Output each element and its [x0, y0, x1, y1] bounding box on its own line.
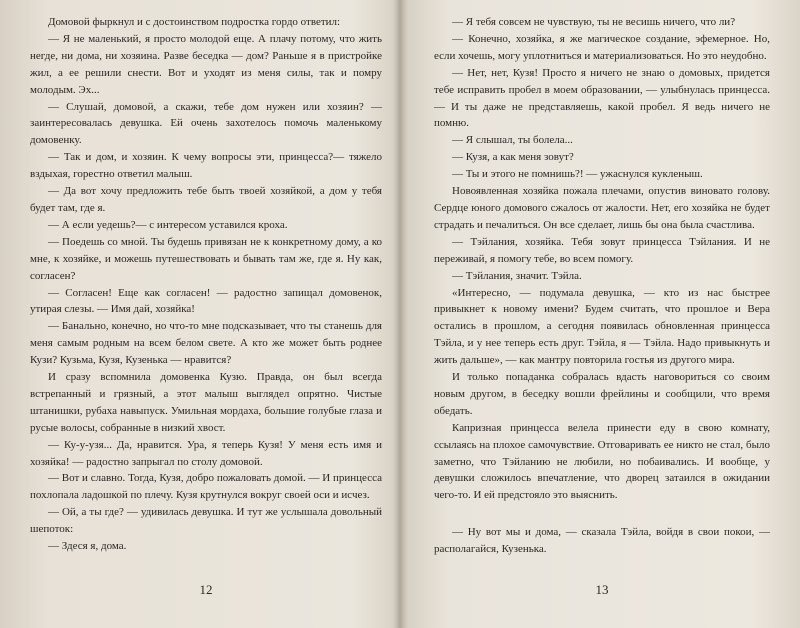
paragraph: — Конечно, хозяйка, я же магическое создание, эфемерное. Но, если хочешь, могу уплотниться и материализоваться. Но это неудобно.: [434, 32, 770, 62]
paragraph: — Так и дом, и хозяин. К чему вопросы эти, принцесса?— тяжело вздыхая, горестно ответил малыш.: [30, 151, 382, 181]
paragraph: — Кузя, а как меня зовут?: [452, 151, 574, 164]
paragraph: — Ты и этого не помнишь?! — ужаснулся кукленыш.: [452, 168, 703, 181]
paragraph: — Вот и славно. Тогда, Кузя, добро пожаловать домой. — И принцесса похлопала ладошкой по плечу. Кузя крутнулся вокруг своей оси и исчез.: [30, 472, 382, 502]
paragraph: «Интересно, — подумала девушка, — кто из нас быстрее привыкнет к новому имени? Будем считать, что прошлое и Вера остались в прошлом, а сегодня появилась обновленная принцесса Тэйла, и у нее теперь есть друг. Тэйла, я — Тэйла. Надо привыкнуть и жить дальше», — как мантру повторила гостья из другого мира.: [434, 286, 770, 367]
paragraph: Капризная принцесса велела принести еду в свою комнату, ссылаясь на плохое самочувствие. Отговаривать ее никто не стал, было заметно, что Тэйланию не любили, но побаивались. И вообще, у девушки сложилось впечатление, что дворец затаился в ожидании чего-то. И ей предстояло это выяснить.: [434, 421, 770, 502]
paragraph: — Ой, а ты где? — удивилась девушка. И тут же услышала довольный шепоток:: [30, 506, 382, 536]
paragraph: — Здеся я, дома.: [48, 540, 127, 553]
paragraph: — Банально, конечно, но что-то мне подсказывает, что ты станешь для меня самым родным на всем белом свете. А кто же может быть роднее Кузи? Кузьма, Кузя, Кузенька — нравится?: [30, 320, 382, 367]
paragraph: — Ну вот мы и дома, — сказала Тэйла, войдя в свои покои, — располагайся, Кузенька.: [434, 526, 770, 556]
paragraph: — Поедешь со мной. Ты будешь привязан не к конкретному дому, а ко мне, к хозяйке, и можешь путешествовать и бывать там же, где я. Ну как, согласен?: [30, 235, 382, 282]
paragraph: И только попаданка собралась вдасть наговориться со своим новым другом, в беседку вошли фрейлины и сообщили, что время обедать.: [434, 371, 770, 417]
paragraph: — Ку-у-узя... Да, нравится. Ура, я теперь Кузя! У меня есть имя и хозяйка! — радостно запрыгал по столу домовой.: [30, 438, 382, 468]
paragraph: — Слушай, домовой, а скажи, тебе дом нужен или хозяин? — заинтересовалась девушка. Ей очень захотелось помочь маленькому домовенку.: [30, 100, 382, 147]
paragraph: — А если уедешь?— с интересом уставился кроха.: [48, 218, 288, 231]
paragraph: — Тэйлания, значит. Тэйла.: [452, 269, 582, 282]
left-page: [0, 0, 396, 628]
page-number: 12: [199, 582, 213, 597]
paragraph: — Тэйлания, хозяйка. Тебя зовут принцесса Тэйлания. И не переживай, я помогу тебе, во всем помогу.: [434, 235, 770, 265]
paragraph: — Я слышал, ты болела...: [452, 134, 573, 147]
paragraph: — Согласен! Еще как согласен! — радостно запищал домовенок, утирая слезы. — Имя дай, хозяйка!: [30, 286, 382, 316]
paragraph: — Нет, нет, Кузя! Просто я ничего не знаю о домовых, придется тебе исправить пробел в моем образовании, — улыбнулась принцесса. — И ты даже не представляешь, какой пробел. Я ведь ничего не помню.: [434, 66, 770, 130]
paragraph: — Да вот хочу предложить тебе быть твоей хозяйкой, а дом у тебя будет там, где я.: [30, 185, 382, 214]
right-page: [404, 0, 800, 628]
paragraph: — Я тебя совсем не чувствую, ты не весишь ничего, что ли?: [452, 16, 736, 28]
right-page-text: [434, 14, 770, 558]
paragraph: Новоявленная хозяйка пожала плечами, опустив виновато голову. Сердце юного домового сжалось от жалости. Нет, его хозяйка не будет страдать и печалиться. Он все сделает, лишь бы она была счастлива.: [434, 185, 770, 231]
left-page-text: [30, 14, 382, 555]
page-number: 13: [595, 582, 609, 597]
paragraph: И сразу вспомнила домовенка Кузю. Правда, он был всегда встрепанный и грязный, а этот малыш выглядел опрятно. Чистые штанишки, рубаха навыпуск. Умильная мордаха, большие голубые глаза и русые волосы, собранные в низкий хвост.: [30, 371, 382, 434]
paragraph: — Я не маленький, я просто молодой еще. А плачу потому, что жить негде, ни дома, ни хозяина. Разве беседка — дом? Раньше я в пристройке жил, а ее решили снести. Вот и уходят из меня силы, так и помру молодым. Эх...: [30, 32, 382, 96]
paragraph: Домовой фыркнул и с достоинством подростка гордо ответил:: [48, 16, 341, 28]
